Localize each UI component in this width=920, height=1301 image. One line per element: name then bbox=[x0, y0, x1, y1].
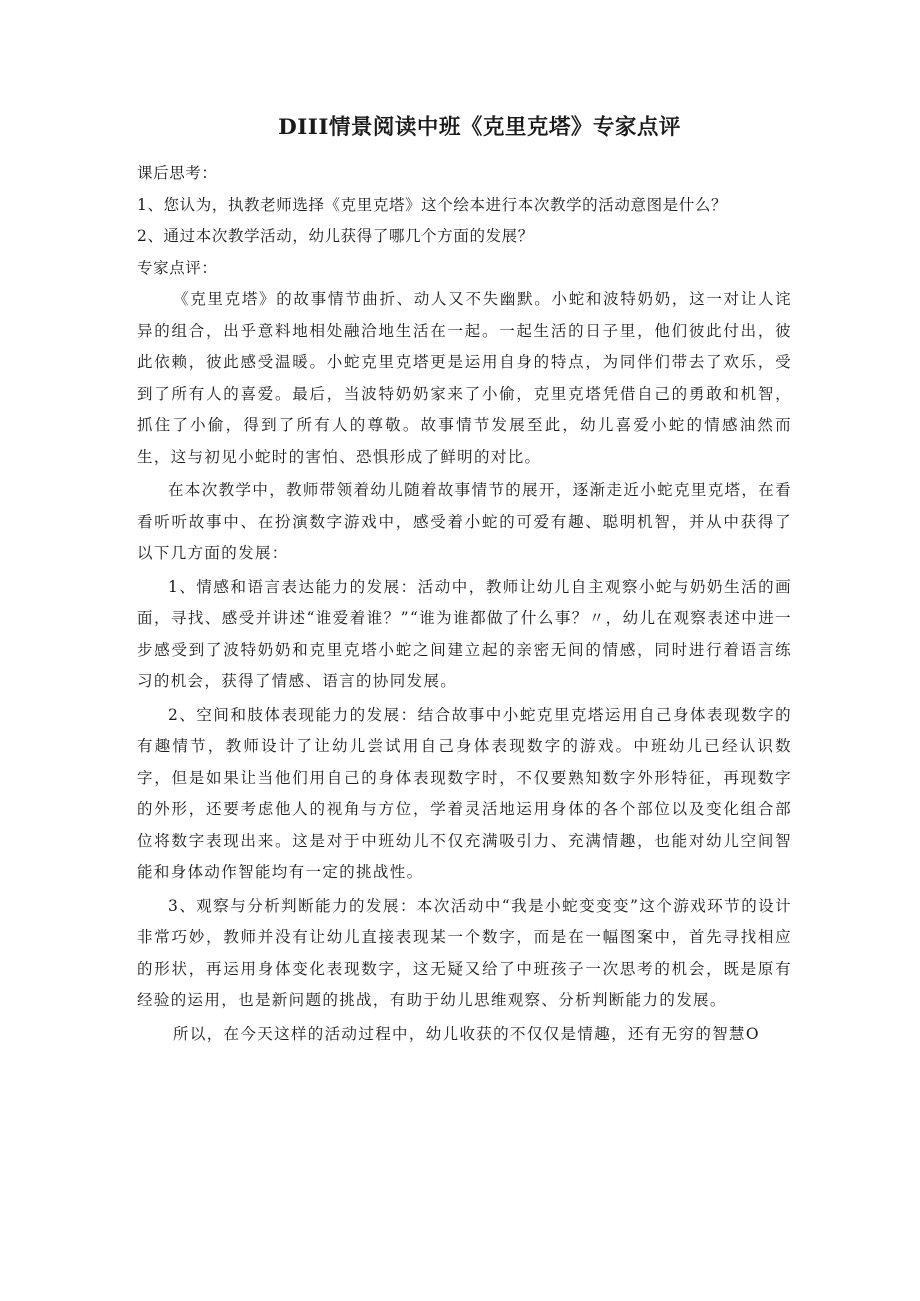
paragraph-conclusion: 所以，在今天这样的活动过程中，幼儿收获的不仅仅是情趣，还有无穷的智慧O bbox=[173, 1024, 760, 1043]
document-title: DIII情景阅读中班《克里克塔》专家点评 bbox=[278, 115, 681, 140]
paragraph-teaching-overview: 在本次教学中，教师带领着幼儿随着故事情节的展开，逐渐走近小蛇克里克塔，在看看听听故事中、在扮演数字游戏中，感受着小蛇的可爱有趣、聪明机智，并从中获得了以下几方面的发展： bbox=[137, 481, 792, 562]
after-class-heading: 课后思考： bbox=[137, 164, 218, 182]
question-2: 2、通过本次教学活动，幼儿获得了哪几个方面的发展？ bbox=[137, 227, 534, 245]
paragraph-point-3: 3、观察与分析判断能力的发展：本次活动中“我是小蛇变变变”这个游戏环节的设计非常巧妙，教师并没有让幼儿直接表现某一个数字，而是在一幅图案中，首先寻找相应的形状，再运用身体变化表现数字，这无疑又给了中班孩子一次思考的机会，既是原有经验的运用，也是新问题的挑战，有助于幼儿思维观察、分析判断能力的发展。 bbox=[137, 896, 792, 1009]
question-1: 1、您认为，执教老师选择《克里克塔》这个绘本进行本次教学的活动意图是什么？ bbox=[137, 195, 728, 214]
expert-heading: 专家点评： bbox=[137, 258, 218, 277]
paragraph-story-summary: 《克里克塔》的故事情节曲折、动人又不失幽默。小蛇和波特奶奶，这一对让人诧异的组合，出乎意料地相处融洽地生活在一起。一起生活的日子里，他们彼此付出，彼此依赖，彼此感受温暖。小蛇克里克塔更是运用自身的特点，为同伴们带去了欢乐，受到了所有人的喜爱。最后，当波特奶奶家来了小偷，克里克塔凭借自己的勇敢和机智，抓住了小偷，得到了所有人的尊敬。故事情节发展至此，幼儿喜爱小蛇的情感油然而生，这与初见小蛇时的害怕、恐惧形成了鲜明的对比。 bbox=[137, 290, 792, 466]
paragraph-point-2: 2、空间和肢体表现能力的发展：结合故事中小蛇克里克塔运用自己身体表现数字的有趣情节，教师设计了让幼儿尝试用自己身体表现数字的游戏。中班幼儿已经认识数字，但是如果让当他们用自己的身体表现数字时，不仅要熟知数字外形特征，再现数字的外形，还要考虑他人的视角与方位，学着灵活地运用身体的各个部位以及变化组合部位将数字表现出来。这是对于中班幼儿不仅充满吸引力、充满情趣，也能对幼儿空间智能和身体动作智能均有一定的挑战性。 bbox=[137, 705, 792, 881]
paragraph-point-1: 1、情感和语言表达能力的发展：活动中，教师让幼儿自主观察小蛇与奶奶生活的画面，寻找、感受并讲述“谁爱着谁？”“谁为谁都做了什么事？〃，幼儿在观察表述中进一步感受到了波特奶奶和克里克塔小蛇之间建立起的亲密无间的情感，同时进行着语言练习的机会，获得了情感、语言的协同发展。 bbox=[137, 577, 792, 690]
